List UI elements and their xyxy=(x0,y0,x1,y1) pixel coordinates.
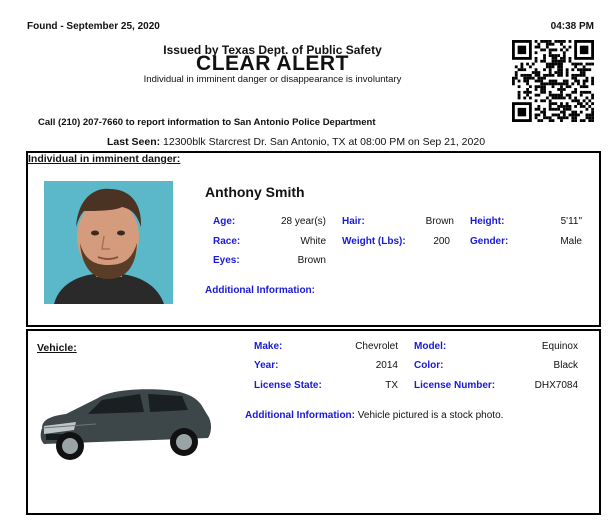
individual-additional-label: Additional Information: xyxy=(205,285,315,296)
person-photo xyxy=(44,181,173,304)
make-value: Chevrolet xyxy=(355,341,398,352)
year-value: 2014 xyxy=(375,360,398,371)
issued-by: Issued by Texas Dept. of Public Safety xyxy=(163,43,382,57)
race-value: White xyxy=(300,236,326,247)
weight-label: Weight (Lbs): xyxy=(342,236,406,247)
age-label: Age: xyxy=(213,216,236,227)
hair-value: Brown xyxy=(425,216,454,227)
license-state-label: License State: xyxy=(254,380,322,391)
person-name: Anthony Smith xyxy=(205,184,305,200)
model-label: Model: xyxy=(414,341,447,352)
gender-label: Gender: xyxy=(470,236,509,247)
vehicle-additional-label: Additional Information: xyxy=(245,410,355,421)
hair-label: Hair: xyxy=(342,216,365,227)
race-label: Race: xyxy=(213,236,241,247)
call-info: Call (210) 207-7660 to report information to San Antonio Police Department xyxy=(38,117,376,128)
alert-subtitle: Individual in imminent danger or disappearance is involuntary xyxy=(143,74,402,85)
vehicle-section-label: Vehicle: xyxy=(37,342,77,354)
last-seen-label: Last Seen: xyxy=(107,136,161,148)
vehicle-additional-value: Vehicle pictured is a stock photo. xyxy=(357,410,504,421)
height-value: 5'11" xyxy=(560,216,582,227)
model-value: Equinox xyxy=(541,341,578,352)
color-label: Color: xyxy=(414,360,444,371)
year-label: Year: xyxy=(254,360,279,371)
license-number-value: DHX7084 xyxy=(534,380,578,391)
last-seen-value: 12300blk Starcrest Dr. San Antonio, TX at 08:00 PM on Sep 21, 2020 xyxy=(163,136,486,148)
page-title: CLEAR ALERT xyxy=(196,52,349,75)
found-date: Found - September 25, 2020 xyxy=(27,21,160,32)
license-state-value: TX xyxy=(385,380,398,391)
gender-value: Male xyxy=(560,236,582,247)
vehicle-additional xyxy=(245,410,503,421)
last-seen xyxy=(107,136,485,148)
make-label: Make: xyxy=(254,341,283,352)
weight-value: 200 xyxy=(433,236,450,247)
alert-time: 04:38 PM xyxy=(550,21,594,32)
height-label: Height: xyxy=(470,216,505,227)
license-number-label: License Number: xyxy=(414,380,496,391)
eyes-label: Eyes: xyxy=(213,255,240,266)
qr-code xyxy=(512,40,594,122)
individual-section-label: Individual in imminent danger: xyxy=(28,153,181,165)
vehicle-photo xyxy=(36,376,214,464)
color-value: Black xyxy=(553,360,578,371)
age-value: 28 year(s) xyxy=(280,216,326,227)
eyes-value: Brown xyxy=(297,255,326,266)
